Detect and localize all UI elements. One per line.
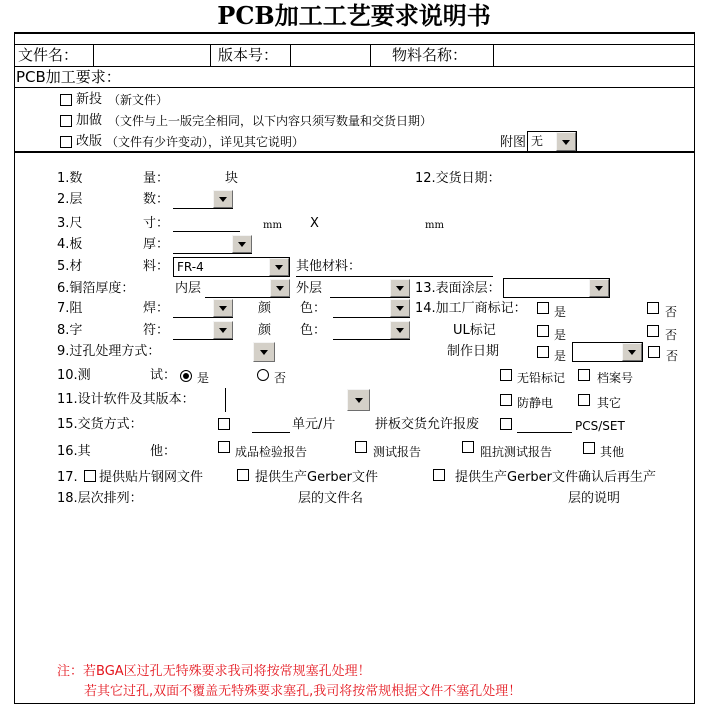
stencil-file-checkbox[interactable] (84, 470, 96, 482)
new-order-label: 新投 (76, 92, 103, 107)
size-width-field[interactable] (325, 216, 420, 232)
other-mark-checkbox[interactable] (578, 394, 590, 406)
material-name-label: 物料名称： (392, 46, 468, 64)
surface-finish-label: 13.表面涂层： (415, 281, 501, 296)
new-order-note: （新文件） (108, 93, 169, 107)
gerber-confirm-label: 提供生产Gerber文件确认后再生产 (455, 470, 657, 485)
archive-number-label: 档案号 (597, 371, 634, 385)
test-report-checkbox[interactable] (355, 441, 367, 453)
ul-mark-yes-checkbox[interactable] (537, 325, 549, 337)
thickness-label: 4.板 (57, 237, 83, 252)
design-software-dropdown-button[interactable] (347, 389, 370, 411)
size-unit-length: mm (263, 220, 282, 231)
other-material-underline (296, 276, 493, 277)
vendor-mark-no-checkbox[interactable] (647, 302, 659, 314)
solder-mask-color-dropdown-button[interactable] (390, 299, 410, 317)
other-docs-label: 16.其 (57, 444, 91, 459)
chevron-down-icon (219, 328, 227, 333)
layers-label: 2.层 (57, 192, 83, 207)
layers-label-end: 数： (143, 192, 170, 207)
requirements-heading: PCB加工要求： (16, 68, 121, 86)
date-code-label: 制作日期 (447, 344, 500, 359)
header-row-bottom-line (14, 66, 695, 67)
stencil-file-label: 提供贴片钢网文件 (99, 470, 204, 485)
header-cell-divider (493, 44, 494, 66)
version-field[interactable] (293, 47, 367, 63)
outer-layer-label: 外层 (296, 281, 323, 296)
solder-mask-label-end: 焊： (143, 301, 170, 316)
date-code-no-checkbox[interactable] (648, 346, 660, 358)
attachment-label: 附图 (500, 135, 527, 150)
layer-stack-label: 18.层次排列： (57, 491, 143, 506)
quantity-field[interactable] (173, 171, 221, 187)
delivery-units-checkbox[interactable] (218, 418, 230, 430)
surface-finish-dropdown[interactable] (503, 278, 610, 298)
inspection-report-checkbox[interactable] (218, 441, 230, 453)
date-code-yes-label: 是 (554, 349, 567, 363)
chevron-down-icon (276, 286, 284, 291)
silkscreen-label-end: 符： (143, 323, 170, 338)
date-code-format-dropdown[interactable] (572, 342, 643, 362)
silkscreen-color-label: 颜 (258, 323, 272, 338)
layers-dropdown[interactable] (173, 190, 233, 209)
outer-copper-dropdown[interactable] (330, 279, 410, 298)
file-options-number: 17. (57, 470, 78, 485)
quantity-unit: 块 (225, 171, 239, 186)
other-docs-other-checkbox[interactable] (583, 442, 595, 454)
ul-mark-label: UL标记 (453, 323, 496, 338)
size-length-field[interactable] (173, 216, 240, 232)
solder-mask-color-label: 颜 (258, 301, 272, 316)
revision-note: （文件有少许变动），详见其它说明） (106, 135, 305, 149)
panel-scrap-checkbox[interactable] (500, 418, 512, 430)
solder-mask-color-dropdown[interactable] (333, 299, 410, 318)
other-material-field[interactable] (366, 259, 493, 275)
chevron-down-icon (219, 197, 227, 202)
gerber-confirm-checkbox[interactable] (433, 469, 445, 481)
ul-mark-no-checkbox[interactable] (647, 325, 659, 337)
esd-checkbox[interactable] (500, 394, 512, 406)
date-code-format-dropdown-button[interactable] (622, 343, 642, 361)
solder-mask-color-label-end: 色： (300, 301, 327, 316)
gerber-file-label: 提供生产Gerber文件 (255, 470, 379, 485)
silkscreen-color-dropdown[interactable] (333, 321, 410, 340)
inner-copper-dropdown[interactable] (205, 279, 290, 298)
chevron-down-icon (396, 328, 404, 333)
note-other-vias: 若其它过孔,双面不覆盖无特殊要求塞孔,我司将按常规根据文件不塞孔处理！ (84, 684, 522, 699)
chevron-down-icon (396, 306, 404, 311)
frame-right-border (694, 32, 695, 704)
chevron-down-icon (595, 286, 603, 291)
date-code-yes-checkbox[interactable] (537, 346, 549, 358)
electrical-test-label-end: 试： (150, 368, 177, 383)
vendor-mark-no-label: 否 (665, 305, 678, 319)
thickness-dropdown[interactable] (173, 235, 252, 254)
impedance-report-label: 阻抗测试报告 (480, 445, 553, 459)
thickness-label-end: 厚： (143, 237, 170, 252)
thickness-dropdown-button[interactable] (232, 235, 252, 253)
gerber-file-checkbox[interactable] (237, 469, 249, 481)
design-software-combobox[interactable] (225, 388, 370, 412)
frame-top-border (14, 32, 695, 34)
electrical-test-yes-label: 是 (197, 371, 210, 385)
checkbox-revision[interactable] (60, 136, 72, 148)
material-value: FR-4 (177, 260, 204, 274)
material-label-end: 料： (143, 259, 170, 274)
other-material-label: 其他材料： (296, 259, 362, 274)
material-dropdown-button[interactable] (269, 258, 289, 276)
material-dropdown[interactable] (173, 257, 290, 277)
vendor-mark-yes-label: 是 (554, 305, 567, 319)
silkscreen-dropdown[interactable] (173, 321, 233, 340)
inner-copper-dropdown-button[interactable] (270, 279, 290, 297)
revision-label: 改版 (76, 134, 103, 149)
chevron-down-icon (238, 242, 246, 247)
frame-bottom-border (14, 703, 695, 704)
material-label: 5.材 (57, 259, 83, 274)
other-docs-other-label: 其他 (600, 445, 625, 459)
file-name-field[interactable] (96, 47, 207, 63)
delivery-units-field[interactable] (252, 417, 290, 433)
impedance-report-checkbox[interactable] (462, 441, 474, 453)
header-cell-divider (370, 44, 371, 66)
size-label: 3.尺 (57, 216, 83, 231)
layers-dropdown-button[interactable] (213, 190, 233, 208)
silkscreen-dropdown-button[interactable] (213, 321, 233, 339)
solder-mask-dropdown-button[interactable] (213, 299, 233, 317)
electrical-test-no-label: 否 (274, 371, 287, 385)
header-row-top-line (14, 44, 695, 45)
repeat-order-label: 加做 (76, 113, 103, 128)
via-treatment-dropdown[interactable] (225, 342, 275, 362)
size-unit-width: mm (425, 220, 444, 231)
electrical-test-yes-radio[interactable] (180, 370, 192, 382)
lead-free-mark-checkbox[interactable] (500, 369, 512, 381)
ul-mark-yes-label: 是 (554, 328, 567, 342)
panel-scrap-field[interactable] (517, 417, 572, 433)
size-times-sign: X (310, 216, 319, 231)
quantity-label: 1.数 (57, 171, 83, 186)
chevron-down-icon (562, 140, 570, 145)
date-code-no-label: 否 (666, 349, 679, 363)
attachment-value: 无 (531, 134, 544, 148)
header-cell-divider (210, 44, 211, 66)
attachment-dropdown[interactable] (527, 131, 577, 152)
vendor-mark-label: 14.加工厂商标记： (415, 301, 527, 316)
other-docs-label-end: 他： (150, 444, 177, 459)
vendor-mark-yes-checkbox[interactable] (537, 302, 549, 314)
delivery-method-label: 15.交货方式： (57, 417, 143, 432)
delivery-date-label: 12.交货日期： (415, 171, 501, 186)
chevron-down-icon (396, 286, 404, 291)
copper-label: 6.铜箔厚度： (57, 281, 135, 296)
quantity-label-end: 量： (143, 171, 170, 186)
surface-finish-dropdown-button[interactable] (589, 279, 609, 297)
section-divider (14, 151, 695, 153)
panel-scrap-suffix: PCS/SET (575, 419, 625, 433)
material-name-field[interactable] (496, 47, 691, 63)
panel-scrap-label: 拼板交货允许报废 (375, 417, 480, 432)
attachment-dropdown-button[interactable] (556, 132, 576, 151)
layer-file-column-header: 层的文件名 (298, 491, 364, 506)
silkscreen-label: 8.字 (57, 323, 83, 338)
chevron-down-icon (275, 265, 283, 270)
page-title: PCB加工工艺要求说明书 (217, 1, 491, 30)
silkscreen-color-dropdown-button[interactable] (390, 321, 410, 339)
requirements-heading-line (14, 87, 695, 88)
silkscreen-color-label-end: 色： (300, 323, 327, 338)
chevron-down-icon (260, 350, 268, 355)
file-name-label: 文件名： (18, 46, 79, 64)
electrical-test-label: 10.测 (57, 368, 91, 383)
header-cell-divider (290, 44, 291, 66)
ul-mark-no-label: 否 (665, 328, 678, 342)
delivery-date-field[interactable] (505, 171, 685, 187)
version-label: 版本号： (218, 46, 279, 64)
electrical-test-no-radio[interactable] (257, 369, 269, 381)
via-treatment-dropdown-button[interactable] (253, 342, 275, 362)
layer-description-column-header: 层的说明 (568, 491, 621, 506)
inspection-report-label: 成品检验报告 (235, 445, 308, 459)
checkbox-new-order[interactable] (60, 94, 72, 106)
note-bga-vias: 注：若BGA区过孔无特殊要求我司将按常规塞孔处理！ (57, 664, 371, 679)
via-treatment-label: 9.过孔处理方式： (57, 344, 161, 359)
esd-label: 防静电 (517, 396, 554, 410)
header-cell-divider (93, 44, 94, 66)
frame-left-border (14, 32, 15, 704)
chevron-down-icon (355, 398, 363, 403)
solder-mask-dropdown[interactable] (173, 299, 233, 318)
chevron-down-icon (628, 350, 636, 355)
size-label-end: 寸： (143, 216, 170, 231)
inner-layer-label: 内层 (175, 281, 202, 296)
design-software-label: 11.设计软件及其版本： (57, 392, 195, 407)
outer-copper-dropdown-button[interactable] (390, 279, 410, 297)
delivery-units-suffix: 单元/片 (292, 417, 336, 432)
chevron-down-icon (219, 306, 227, 311)
solder-mask-label: 7.阻 (57, 301, 83, 316)
archive-number-checkbox[interactable] (578, 369, 590, 381)
lead-free-mark-label: 无铅标记 (517, 371, 566, 385)
checkbox-repeat-order[interactable] (60, 115, 72, 127)
repeat-order-note: （文件与上一版完全相同，以下内容只须写数量和交货日期） (108, 114, 433, 128)
other-mark-label: 其它 (597, 396, 622, 410)
test-report-label: 测试报告 (373, 445, 422, 459)
